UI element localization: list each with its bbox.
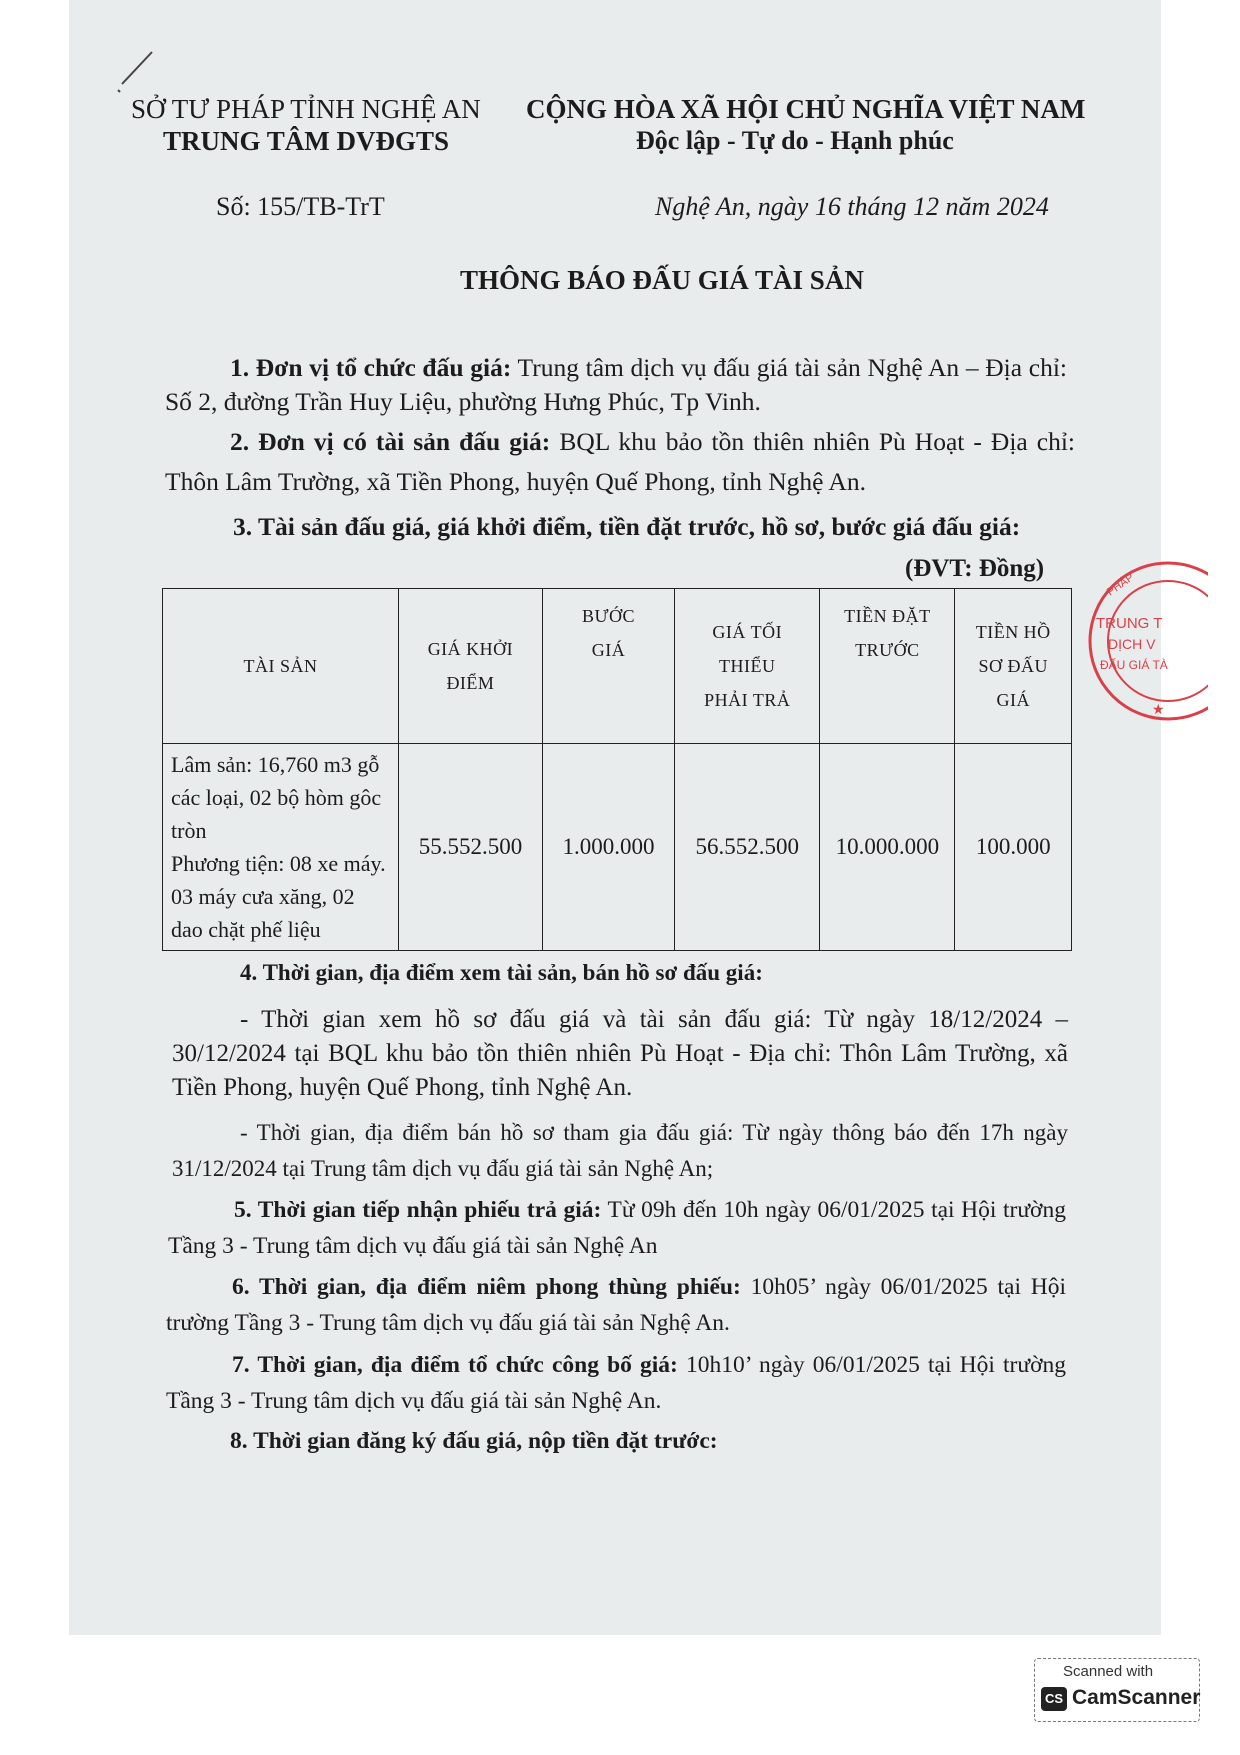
section-5-label: 5. Thời gian tiếp nhận phiếu trả giá: (234, 1197, 602, 1223)
section-6-label: 6. Thời gian, địa điểm niêm phong thùng phiếu: (232, 1274, 741, 1300)
header-asset: TÀI SẢN (163, 589, 399, 744)
section-7 (166, 1347, 1066, 1419)
national-title: CỘNG HÒA XÃ HỘI CHỦ NGHĨA VIỆT NAM (526, 94, 1086, 124)
section-5 (168, 1192, 1066, 1264)
asset-table (162, 588, 1072, 951)
cell-deposit: 10.000.000 (820, 744, 955, 951)
cell-min-price: 56.552.500 (675, 744, 820, 951)
header-start-price: GIÁ KHỞI ĐIỂM (398, 589, 542, 744)
section-2-label: 2. Đơn vị có tài sản đấu giá: (230, 427, 551, 456)
stamp-arc-text: PHÁP (1104, 571, 1137, 599)
section-2 (165, 422, 1075, 502)
section-5-text: Từ 09h đến 10h ngày 06/01/2025 tại Hội trường Tầng 3 - Trung tâm dịch vụ đấu giá tài sản Nghệ An (168, 1197, 1066, 1259)
document-title: THÔNG BÁO ĐẤU GIÁ TÀI SẢN (460, 265, 864, 295)
stamp-ring-icon (1068, 556, 1208, 726)
camscanner-logo-icon: CS (1041, 1687, 1067, 1711)
section-4-bullet-2: - Thời gian, địa điểm bán hồ sơ tham gia đấu giá: Từ ngày thông báo đến 17h ngày 31/12/2024 tại Trung tâm dịch vụ đấu giá tài sản Nghệ An; (172, 1120, 1068, 1181)
section-4-label: 4. Thời gian, địa điểm xem tài sản, bán hồ sơ đấu giá: (240, 960, 763, 985)
agency-name: SỞ TƯ PHÁP TỈNH NGHỆ AN (131, 94, 481, 124)
section-1-label: 1. Đơn vị tổ chức đấu giá: (230, 353, 512, 382)
header-file-fee: TIỀN HỒ SƠ ĐẤU GIÁ (955, 589, 1072, 744)
section-1-text: Trung tâm dịch vụ đấu giá tài sản Nghệ An – Địa chỉ: Số 2, đường Trần Huy Liệu, phường Hưng Phúc, Tp Vinh. (165, 353, 1067, 416)
section-3-label: 3. Tài sản đấu giá, giá khởi điểm, tiền đặt trước, hồ sơ, bước giá đấu giá: (233, 512, 1021, 541)
place-date: Nghệ An, ngày 16 tháng 12 năm 2024 (655, 192, 1049, 221)
asset-line-1: Lâm sản: 16,760 m3 gỗ các loại, 02 bộ hòm gôc tròn (171, 752, 382, 843)
pen-mark-icon (112, 48, 162, 98)
camscanner-badge (1034, 1658, 1200, 1722)
camscanner-brand: CamScanner (1072, 1686, 1201, 1709)
header-min-price: GIÁ TỐI THIỂU PHẢI TRẢ (675, 589, 820, 744)
official-stamp (1068, 556, 1208, 726)
unit-note: (ĐVT: Đồng) (905, 555, 1045, 582)
header-deposit: TIỀN ĐẶT TRƯỚC (820, 589, 955, 744)
center-name: TRUNG TÂM DVĐGTS (163, 126, 450, 156)
header-price-step: BƯỚC GIÁ (542, 589, 674, 744)
svg-text:★: ★ (1152, 701, 1165, 717)
document-number: Số: 155/TB-TrT (216, 192, 385, 221)
cell-start-price: 55.552.500 (398, 744, 542, 951)
section-7-text: 10h10’ ngày 06/01/2025 tại Hội trường Tầng 3 - Trung tâm dịch vụ đấu giá tài sản Nghệ An. (166, 1352, 1067, 1414)
table-header-row (163, 589, 1072, 744)
camscanner-caption: Scanned with (1063, 1663, 1154, 1680)
stamp-line-2: DỊCH V (1108, 636, 1156, 652)
cell-price-step: 1.000.000 (542, 744, 674, 951)
asset-line-2: Phương tiện: 08 xe máy. 03 máy cưa xăng, 02 dao chặt phế liệu (171, 851, 386, 942)
section-7-label: 7. Thời gian, địa điểm tổ chức công bố giá: (232, 1352, 678, 1378)
section-1 (165, 351, 1067, 419)
stamp-line-1: TRUNG T (1096, 615, 1163, 632)
table-row (163, 744, 1072, 951)
stamp-line-3: ĐẤU GIÁ TÀ (1100, 658, 1168, 672)
national-motto: Độc lập - Tự do - Hạnh phúc (636, 126, 954, 155)
section-8-label: 8. Thời gian đăng ký đấu giá, nộp tiền đặt trước: (230, 1428, 718, 1454)
cell-asset (163, 744, 399, 951)
section-6-text: 10h05’ ngày 06/01/2025 tại Hội trường Tầng 3 - Trung tâm dịch vụ đấu giá tài sản Nghệ An. (166, 1274, 1067, 1336)
section-2-text: BQL khu bảo tồn thiên nhiên Pù Hoạt - Địa chỉ: Thôn Lâm Trường, xã Tiền Phong, huyện Quế Phong, tỉnh Nghệ An. (165, 427, 1075, 496)
section-6 (166, 1269, 1066, 1341)
cell-file-fee: 100.000 (955, 744, 1072, 951)
section-4-bullet-1: - Thời gian xem hồ sơ đấu giá và tài sản đấu giá: Từ ngày 18/12/2024 – 30/12/2024 tại BQL khu bảo tồn thiên nhiên Pù Hoạt - Địa chỉ: Thôn Lâm Trường, xã Tiền Phong, huyện Quế Phong, tỉnh Nghệ An. (172, 1006, 1068, 1101)
